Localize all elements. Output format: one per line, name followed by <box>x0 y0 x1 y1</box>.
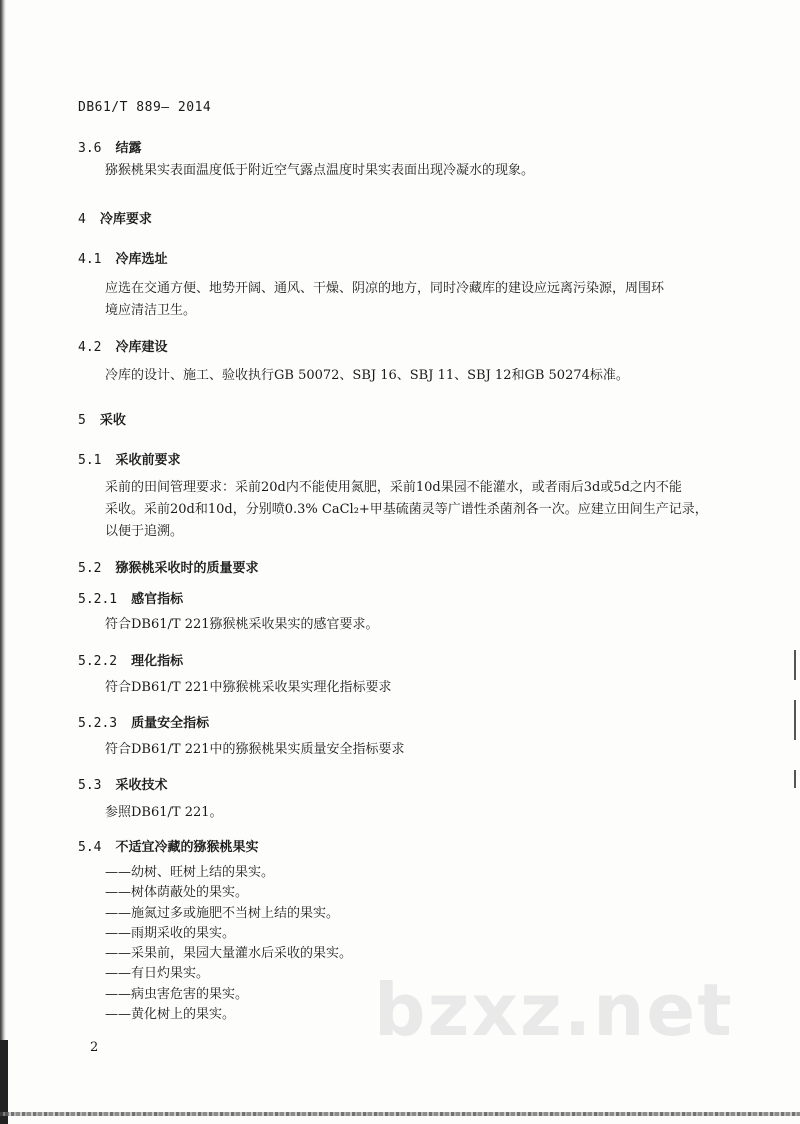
list-item: ——施氮过多或施肥不当树上结的果实。 <box>105 905 340 921</box>
watermark: bzxz.net <box>374 968 734 1052</box>
section-number: 5.2 <box>78 561 102 576</box>
paragraph-line: 符合DB61/T 221猕猴桃采收果实的感官要求。 <box>105 617 379 632</box>
paragraph-line: 应选在交通方便、地势开阔、通风、干燥、阴凉的地方，同时冷藏库的建设应远离污染源，周围环 <box>105 281 665 296</box>
section-paragraph <box>105 614 715 636</box>
list-item: ——病虫害危害的果实。 <box>105 986 249 1002</box>
scan-mark <box>794 770 796 788</box>
paragraph-line: 符合DB61/T 221中猕猴桃采收果实理化指标要求 <box>105 680 392 695</box>
paragraph-line: 参照DB61/T 221。 <box>105 805 223 820</box>
section-heading <box>78 409 126 428</box>
section-paragraph <box>105 677 715 699</box>
section-number: 4.2 <box>78 340 102 355</box>
section-paragraph <box>105 160 715 182</box>
section-heading <box>78 836 259 855</box>
section-number: 5 <box>78 413 86 428</box>
section-number: 5.2.3 <box>78 716 118 731</box>
paragraph-line: 冷库的设计、施工、验收执行GB 50072、SBJ 16、SBJ 11、SBJ 12和GB 50274标准。 <box>105 368 629 383</box>
section-title: 理化指标 <box>131 654 184 669</box>
section-heading <box>78 588 183 607</box>
page-number: 2 <box>90 1040 99 1055</box>
paragraph-line: 采收。采前20d和10d，分别喷0.3% CaCl₂+甲基硫菌灵等广谱性杀菌剂各一次。应建立田间生产记录， <box>105 502 708 517</box>
section-title: 冷库要求 <box>99 212 152 227</box>
section-paragraph <box>105 477 715 543</box>
section-heading <box>78 712 209 731</box>
paragraph-line: 采前的田间管理要求：采前20d内不能使用氮肥，采前10d果园不能灌水，或者雨后3d或5d之内不能 <box>105 480 682 495</box>
list-item: ——有日灼果实。 <box>105 966 210 982</box>
section-title: 感官指标 <box>131 592 184 607</box>
section-heading <box>78 449 181 468</box>
scan-mark <box>794 650 796 680</box>
section-title: 冷库建设 <box>115 340 168 355</box>
section-title: 采收前要求 <box>115 453 181 468</box>
section-number: 5.3 <box>78 778 102 793</box>
section-title: 结露 <box>115 141 142 156</box>
section-paragraph <box>105 365 715 387</box>
section-title: 猕猴桃采收时的质量要求 <box>115 561 259 576</box>
section-title: 冷库选址 <box>115 252 168 267</box>
section-paragraph <box>105 739 715 761</box>
paragraph-line: 以便于追溯。 <box>105 524 184 539</box>
section-paragraph <box>105 278 715 322</box>
scan-edge-left <box>0 0 6 1124</box>
paragraph-line: 境应清洁卫生。 <box>105 303 197 318</box>
section-title: 采收 <box>99 413 126 428</box>
section-number: 5.2.2 <box>78 654 118 669</box>
section-heading <box>78 248 168 267</box>
section-heading <box>78 208 152 227</box>
section-number: 5.1 <box>78 453 102 468</box>
list-item: ——雨期采收的果实。 <box>105 925 236 941</box>
section-heading <box>78 774 168 793</box>
list-item: ——采果前，果园大量灌水后采收的果实。 <box>105 946 353 962</box>
paragraph-line: 猕猴桃果实表面温度低于附近空气露点温度时果实表面出现冷凝水的现象。 <box>105 163 535 178</box>
list-item: ——树体荫蔽处的果实。 <box>105 885 249 901</box>
unsuitable-fruit-list <box>105 863 352 1025</box>
section-heading <box>78 557 259 576</box>
section-heading <box>78 650 183 669</box>
section-heading <box>78 336 168 355</box>
scan-mark <box>794 700 796 740</box>
section-number: 5.2.1 <box>78 592 118 607</box>
section-heading <box>78 137 142 156</box>
list-item: ——幼树、旺树上结的果实。 <box>105 865 275 880</box>
section-number: 5.4 <box>78 840 102 855</box>
scan-edge-bottom <box>0 1112 800 1116</box>
section-title: 质量安全指标 <box>131 716 210 731</box>
section-number: 4.1 <box>78 252 102 267</box>
standard-code: DB61/T 889— 2014 <box>78 100 212 115</box>
section-paragraph <box>105 802 715 824</box>
section-title: 不适宜冷藏的猕猴桃果实 <box>115 840 259 855</box>
section-number: 4 <box>78 212 86 227</box>
section-number: 3.6 <box>78 141 102 156</box>
section-title: 采收技术 <box>115 778 168 793</box>
list-item: ——黄化树上的果实。 <box>105 1007 236 1023</box>
paragraph-line: 符合DB61/T 221中的猕猴桃果实质量安全指标要求 <box>105 742 405 757</box>
